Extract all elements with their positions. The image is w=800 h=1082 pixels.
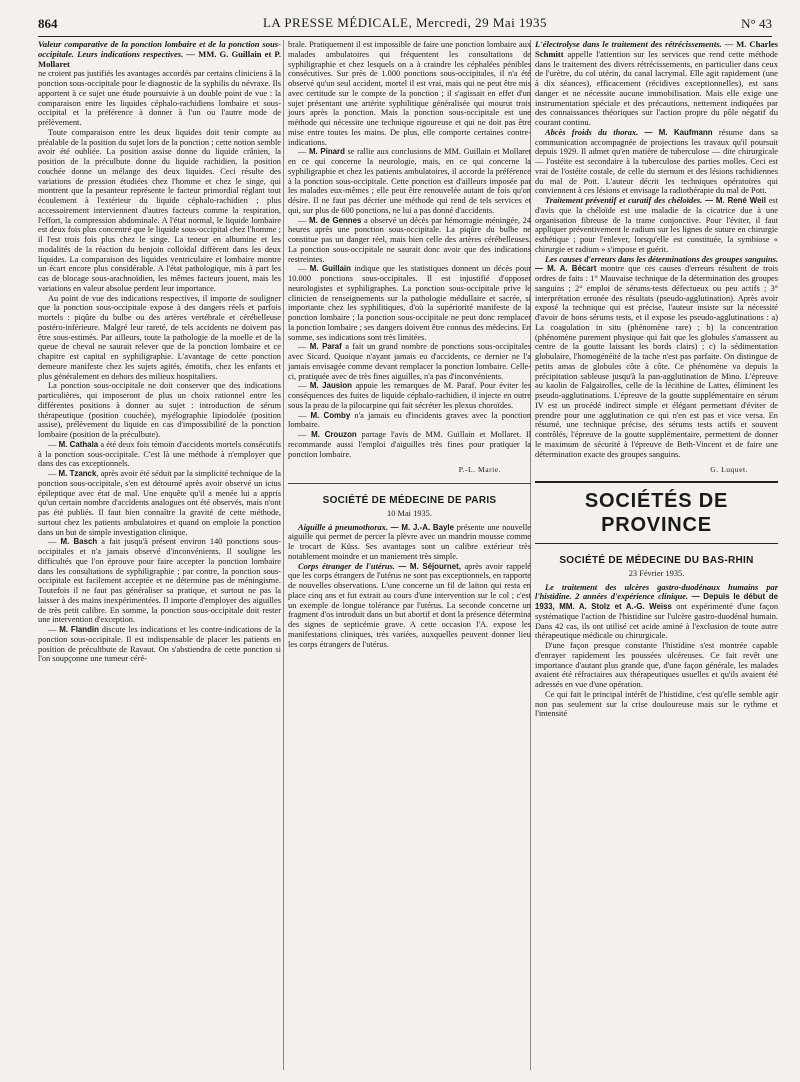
speaker-name: M. Crouzon xyxy=(311,430,357,439)
speaker-name: M. Basch xyxy=(60,537,98,547)
province-banner xyxy=(535,481,778,544)
header-rule xyxy=(38,36,772,37)
speaker-name: M. Tzanck xyxy=(58,469,97,478)
column-1 xyxy=(38,40,281,664)
speaker-name: M. de Gennes xyxy=(309,215,362,225)
society-title: SOCIÉTÉ DE MÉDECINE DE PARIS xyxy=(322,495,497,506)
paragraph: Corps étranger de l'utérus. — M. Séjournet, après avoir rappelé que les corps étrangers de l'utérus ne sont pas exceptionnels, en rapporte de nouvelles observations. L'une concerne un fil de laiton qui resta en place cinq ans et fut extrait au cours d'une intervention sur le col ; c'est un exemple de longue tolérance par l'utérus. La seconde concerne un fragment d'os introduit dans un but abortif et dont la présence détermina des signes de septicémie grave. A cette occasion l'A. expose les manifestations cliniques, très variées, auxquelles peuvent donner lieu les corps étrangers de l'utérus. xyxy=(288,561,532,649)
speaker-name: M. Guillain xyxy=(309,264,351,274)
paragraph: Le traitement des ulcères gastro-duodénaux humains par l'histidine. 2 années d'expérience clinique. — Depuis le début de 1933, MM. A. Stolz et A.-G. Weiss ont expérimenté d'une façon systématique l'action de l'histidine sur l'ulcère gastro-duodénal humain. Dans 42 cas, ils ont utilisé cet acide aminé à l'exclusion de toute autre thérapeutique médicale ou chirurgicale. xyxy=(535,582,779,641)
paragraph: — M. Guillain indique que les statistiques donnent un décès pour 10.000 ponctions sous-occipitales. Il est injustifié d'opposer neurologistes et syphiligraphes. La ponction sous-occipitale prive le clinicien de renseignements sur la pathologie médullaire et sacrée, si importante chez les syphilitiques, d'où la supériorité manifeste de la ponction lombaire ; la ponction sous-occipitale ne peut donc remplacer la ponction lombaire ; ses dangers doivent être connus des médecins. En somme, ses indications sont très limitées. xyxy=(288,264,532,342)
speaker-name: M. Pinard xyxy=(308,147,345,157)
author-signature: G. Luquet. xyxy=(710,465,748,475)
section-title: SOCIÉTÉS DE PROVINCE xyxy=(584,490,729,536)
paragraph: — M. Paraf a fait un grand nombre de ponctions sous-occipitales avec Sicard. Quoique n'ayant jamais eu d'accidents, ce dernier ne l'a jamais envisagée comme devant remplacer la ponction lombaire. Celle-ci, pratiquée avec de très fines aiguilles, n'a pas d'inconvénients. xyxy=(288,342,532,381)
speaker-name: M. Flandin xyxy=(59,625,99,634)
paragraph: Ce qui fait le principal intérêt de l'histidine, c'est qu'elle semble agir non pas seulement sur la crise douloureuse mais sur le rythme et l'intensité xyxy=(535,689,778,719)
column-divider xyxy=(283,40,284,1070)
section-rule xyxy=(288,483,531,484)
paragraph: — M. Pinard se rallie aux conclusions de MM. Guillain et Mollaret en ce qui concerne la neurologie, mais, en ce qui concerne la syphiligraphie et chez les patients ambulatoires, il accorde la préférence à la ponction sous-occipitale. Cette ponction est d'ailleurs imposée par les malades eux-mêmes ; elle peut être renouvelée autant de fois qu'on désire. Il ne faut pas décrier une méthode qui rend de tels services et qui, sur plus de 600 ponctions, ne lui a pas donné d'accidents. xyxy=(288,147,532,215)
speaker-name: M. Paraf xyxy=(309,342,342,352)
article-heading: Valeur comparative de la ponction lombaire et de la ponction sous-occipitale. Leurs indications respectives. — MM. G. Guillain et P. Mollaret xyxy=(38,39,281,69)
paragraph: Au point de vue des indications respectives, il importe de souligner que la ponction sous-occipitale expose à des dangers réels et parfois mortels : piqûre du bulbe ou des artères vertébrale et cérébelleuse postéro-inférieure. Malgré leur rareté, de tels accidents ne doivent pas être sous-estimés. Par ailleurs, toute la pathologie de la moelle et de la queue de cheval ne saurait relever que de la ponction lombaire et ce chapitre est capital en syphiligraphie. L'avantage de cette ponction demeure manifeste chez les sujets agités, émotifs, chez les enfants et plus généralement en dehors des milieux hospitaliers. xyxy=(38,293,281,381)
paragraph: Les causes d'erreurs dans les déterminations des groupes sanguins. — M. A. Bécart montre que ces causes d'erreurs résultent de trois ordres de faits : 1° Mauvaise technique de la détermination des groupes sanguins ; 2° emploi de sérums-tests défectueux ou peu actifs ; 3° interprétation erronée des résultats (pseudo-agglutination). Après avoir exposé la technique qui est précise, l'auteur insiste sur la nécessité d'avoir de bons sérums tests, et il expose les pseudo-agglutinations : a) La coagulation in situ (phénomène rare) ; b) la concentration (phénomène purement physique qui fait que les globules s'amassent au centre de la goutte laissant les bords clairs) ; c) la sédimentation globulaire, l'homogénéité de la tache n'est pas parfaite. On distingue de petits amas de globules côte à côte. Ce phénomène va depuis la précipitation sableuse jusqu'à la pan-agglutination de Mino. L'épreuve au kaolin de Falgairolles, celle de la lécithine de Lattes, éliminent les pseudo-agglutinations. L'épreuve de la goutte supplémentaire en sérum IV est un procédé indirect simple et élégant permettant d'éviter de prendre pour une agglutination ce qui n'en est pas et vice versa. En résumé, une technique précise, des sérums tests actifs et souvent contrôlés, l'épreuve de la goutte supplémentaire, permettent de donner le maximum de sécurité à l'épreuve de Beth-Vincent et de faire une détermination exacte des groupes sanguins. xyxy=(535,254,778,459)
paragraph: — M. Comby n'a jamais eu d'incidents graves avec la ponction lombaire. xyxy=(288,410,532,430)
speaker-name: M. Cathala xyxy=(58,439,99,449)
paragraph: — M. Cathala a été deux fois témoin d'accidents mortels consécutifs à la ponction sous-occipitale. C'est là une méthode à n'employer que dans des cas exceptionnels. xyxy=(38,439,282,469)
paragraph: — M. Tzanck, après avoir été séduit par la simplicité technique de la ponction sous-occipitale, s'en est détourné après avoir observé un ictus épileptique avec état de mal. Une enquête qu'il a menée lui a appris qu'un certain nombre d'accidents analogues ont été observés, mais n'ont pas été publiés. Il faut bien connaître la gravité de cette méthode, surtout chez les patients ambulatoires et quand on emploie la ponction dans un but de simple investigation clinique. xyxy=(38,469,281,537)
paragraph: brale. Pratiquement il est impossible de faire une ponction lombaire aux malades ambulatoires qui fréquentent les consultations de syphiligraphie et chez lesquels on a à craindre les céphalées pénibles consécutives. Sur près de 1.000 ponctions sous-occipitales, il n'a été observé qu'un seul accident, mortel il est vrai, mais qui ne peut être mis avec certitude sur le compte de la ponction ; il s'agissait en effet d'un sujet présentant une artérite syphilitique généralisée qui mourut trois jours après la ponction. Mais la ponction sous-occipitale est une méthode qui nécessite une technique rigoureuse et qui ne doit pas être mise entre toutes les mains. De plus, elle comporte certaines contre-indications. xyxy=(288,40,531,147)
paragraph: — M. Basch a fait jusqu'à présent environ 140 ponctions sous-occipitales et n'a jamais observé d'inconvénients. Il souligne les difficultés que l'on éprouve pour faire accepter la ponction lombaire dans les consultations de syphiligraphie ; par contre, la ponction sous-occipitale est facilement acceptée et ne détermine pas de méningisme. Toutefois il ne faut pas généraliser sa pratique, et surtout ne pas la laisser à des mains inexpérimentées. Il importe d'employer des aiguilles de très petit calibre. En somme, la ponction sous-occipitale doit rester une intervention d'exception. xyxy=(38,537,281,625)
session-date: 23 Février 1935. xyxy=(628,568,685,578)
issue-number: N° 43 xyxy=(741,16,772,31)
page-header xyxy=(38,14,772,36)
session-date: 10 Mai 1935. xyxy=(387,508,432,518)
paragraph: Toute comparaison entre les deux liquides doit tenir compte au préalable de la position du sujet lors de la ponction ; cette notion semble avoir été oubliée. La position assise donne du liquide crânien, la position de la préculbute donne du liquide rachidien, la position couchée donne un mélange des deux liquides. Ceci résulte des variations de pression étudiées chez l'homme et chez le singe, qui montrent que la pesanteur représente le facteur primordial réglant tout écoulement à l'extérieur du liquide céphalo-rachidien ; plus accessoirement interviennent d'autres facteurs comme la respiration, l'effort, la compression abdominale. A l'état normal, le liquide lombaire est deux fois plus concentré que le liquide sous-occipital chez l'homme ; il l'est trois fois plus chez le singe. La teneur en albumine et les modalités de la réaction du benjoin colloïdal diffèrent dans les deux liquides. La comparaison des liquides ventriculaire et lombaire montre un écart encore plus considérable. A l'état pathologique, mis à part les cas de blocage sous-arachnoïdien, les mêmes facteurs jouent, mais les variations en valeur absolue perdent leur importance. xyxy=(38,127,281,293)
paragraph: Traitement préventif et curatif des chéloïdes. — M. René Weil est d'avis que la chéloïde est une maladie de la cicatrice due à une organisation fibreuse de la trame conjonctive. Pour l'éviter, il faut appliquer préventivement le radium sur les lignes de suture en chirurgie esthétique ; pour l'enlever, lorsqu'elle est constituée, la symbiose « chirurgie et radium » s'impose et guérit. xyxy=(535,196,779,254)
paragraph: — M. de Gennes a observé un décès par hémorragie méningée, 24 heures après une ponction sous-occipitale. La piqûre du bulbe ne constitue pas un danger réel, mais bien celle des artères cérébelleuses. La ponction sous-occipitale ne saurait donc avoir que des indications restreintes. xyxy=(288,215,532,264)
society-title: SOCIÉTÉ DE MÉDECINE DU BAS-RHIN xyxy=(559,555,754,566)
page-number: 864 xyxy=(38,16,58,31)
paragraph: Abcès froids du thorax. — M. Kaufmann résume dans sa communication accompagnée de projections les travaux qu'il poursuit depuis 1929. Il admet qu'en matière de tuberculose — dite chirurgicale — l'ostéite est secondaire à la tuberculose des parties molles. Ceci est vrai de l'ostéite costale, de celle du sternum et des lésions rachidiennes du mal de Pott. L'auteur décrit les techniques opératoires qui conviennent à ces lésions et envisage la radiothérapie du mal de Pott. xyxy=(535,127,778,196)
author-signature: P.-L. Marie. xyxy=(458,465,501,475)
journal-title: LA PRESSE MÉDICALE, Mercredi, 29 Mai 1935 xyxy=(262,15,548,30)
paragraph: — M. Flandin discute les indications et les contre-indications de la ponction sous-occipitale. Il est indispensable de placer les patients en position de précultbute de Ravaut. On s'abstiendra de cette ponction si l'on soupçonne une tumeur céré- xyxy=(38,625,282,664)
speaker-name: M. Jausion xyxy=(309,381,352,391)
speaker-name: M. Comby xyxy=(310,410,351,420)
paragraph: La ponction sous-occipitale ne doit conserver que des indications particulières, qui imposeront de plus un choix rationnel entre les différentes positions à donner au sujet : introduction de sérum thérapeutique (position couchée), myélographie lipiodolée (position assise), prélèvement du liquide en cas d'impossibilité de la ponction lombaire (position de la préculbute). xyxy=(38,381,281,439)
paragraph: Aiguille à pneumothorax. — M. J.-A. Bayle présente une nouvelle aiguille qui permet de percer la plèvre avec un mandrin mousse comme le trocart de Küss. Ses avantages sont un calibre extérieur très notablement moindre et un maniement très simple. xyxy=(288,522,532,561)
paragraph: — M. Jausion appuie les remarques de M. Paraf. Pour éviter les conséquences des fuites de liquide céphalo-rachidien, il injecte en outre sous la peau de la pilocarpine qui fait sécréter les plexus choroïdes. xyxy=(288,381,532,410)
article-heading: L'électrolyse dans le traitement des rétrécissements. — M. Charles Schmitt appelle l'attention sur les services que rend cette méthode dans le traitement des divers rétrécissements, en particulier dans ceux de l'urètre, du col utérin, du canal lacrymal. Elle agit rapidement (une à dix séances), efficacement (récidives exceptionnelles), est sans danger et ne nécessite aucune immobilisation. Mais elle exige une instrumentation spéciale et des précautions, nettement indiquées par des connaissances théoriques sur l'action propre du pôle négatif du courant continu. xyxy=(535,39,779,127)
paragraph: — M. Crouzon partage l'avis de MM. Guillain et Mollaret. Il recommande aussi l'emploi d'aiguilles très fines pour pratiquer la ponction lombaire. xyxy=(288,430,532,459)
paragraph: ne croient pas justifiés les avantages accordés par certains cliniciens à la ponction sous-occipitale pour le diagnostic de la syphilis du névraxe. Ils apportent à ce sujet une étude poursuivie à un double point de vue : la comparaison entre les liquides céphalo-rachidiens lombaire et sous-occipital et la préférence à donner à l'un ou l'autre mode de prélèvement. xyxy=(38,69,281,127)
column-3 xyxy=(535,40,778,719)
column-2 xyxy=(288,40,531,649)
paragraph: D'une façon presque constante l'histidine s'est montrée capable d'enrayer rapidement les poussées ulcéreuses. Ce fait revêt une importance d'autant plus grande que, d'une façon générale, les malades avaient été réfractaires aux thérapeutiques usuelles et qu'ils avaient été adressés en vue d'une opération. xyxy=(535,641,778,689)
